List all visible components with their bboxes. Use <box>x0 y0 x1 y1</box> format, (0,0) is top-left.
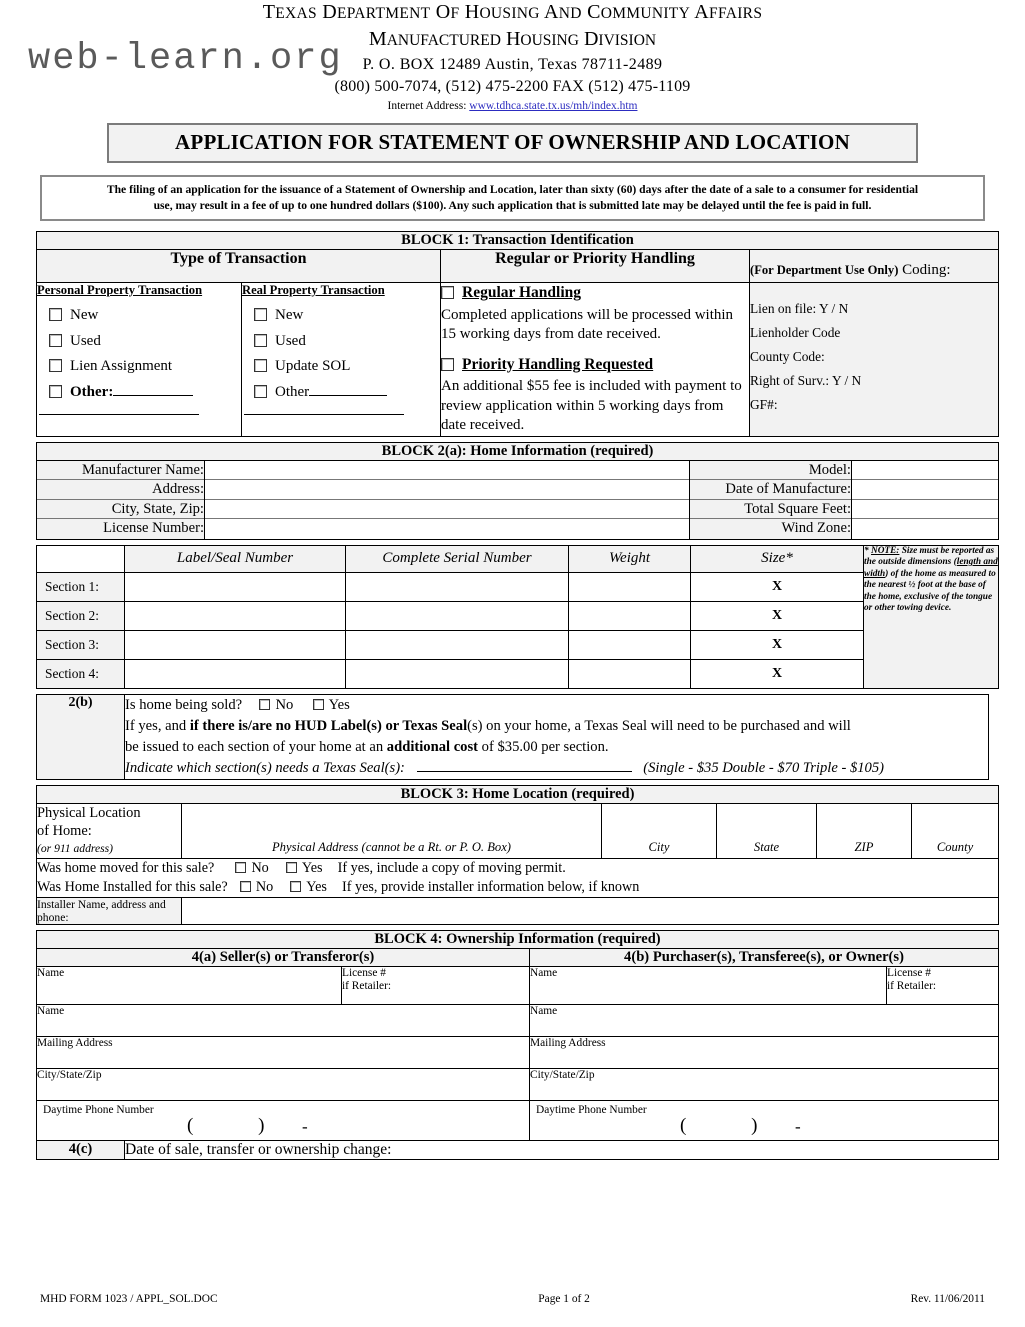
notice-line-2: use, may result in a fee of up to one hundred dollars ($100). Any such application that is submitted late may be delayed until the fee is paid in full. <box>153 198 872 212</box>
home-moved-question: Was home moved for this sale? <box>37 859 215 876</box>
block3-section <box>36 785 989 925</box>
notice-line-1: The filing of an application for the issuance of a Statement of Ownership and Location, later than sixty (60) days after the date of a sale to a consumer for residential <box>106 183 919 196</box>
seller-name-2-input[interactable]: Name <box>37 1004 530 1036</box>
regular-handling-text: Completed applications will be processed within 15 working days from date received. <box>441 306 734 342</box>
home-installed-row <box>37 878 998 897</box>
option-label: Used <box>70 332 101 349</box>
block2b-body <box>125 694 989 779</box>
cell-weight-2[interactable] <box>569 601 691 630</box>
block1-type-heading: Type of Transaction <box>37 250 441 283</box>
internet-address-line <box>30 97 995 115</box>
checkbox-icon[interactable] <box>49 385 62 398</box>
home-installed-question: Was Home Installed for this sale? <box>37 878 228 895</box>
phone-parens: ( ) <box>187 1114 295 1136</box>
priority-handling-text: An additional $55 fee is included with payment to review application within 5 working days from date received. <box>441 378 742 433</box>
seller-name-1-input[interactable]: Name <box>37 966 342 1004</box>
cost-text-post: of $35.00 per section. <box>478 738 609 755</box>
priority-handling-option[interactable] <box>441 355 749 376</box>
coding-label: Coding: <box>898 262 951 278</box>
table-row <box>37 572 999 601</box>
block1-section <box>36 231 989 437</box>
form-title-text: APPLICATION FOR STATEMENT OF OWNERSHIP AND LOCATION <box>175 130 850 154</box>
row-label-section-4: Section 4: <box>37 659 125 688</box>
purchaser-name-1-input[interactable]: Name <box>530 966 887 1004</box>
moved-note: If yes, include a copy of moving permit. <box>337 859 566 876</box>
license-label-line2: if Retailer: <box>342 980 392 992</box>
real-other-extra-input[interactable] <box>244 413 404 415</box>
home-being-sold-question: Is home being sold? <box>125 696 243 713</box>
cell-weight-1[interactable] <box>569 572 691 601</box>
county-input[interactable] <box>912 803 999 858</box>
address-input[interactable] <box>205 480 689 500</box>
note-word: NOTE: <box>870 545 900 556</box>
address-label: Address: <box>37 480 204 500</box>
block2a-right-labels <box>690 460 852 539</box>
physical-location-label-3: (or 911 address) <box>37 841 113 855</box>
checkbox-icon[interactable] <box>49 334 62 347</box>
moved-installed-questions <box>37 858 999 897</box>
license-number-input[interactable] <box>205 519 689 539</box>
note-text-2: ) of the home as measured to the nearest ½ foot at the base of the home, exclusive of the tongue or other towing device. <box>864 568 996 614</box>
cell-weight-3[interactable] <box>569 630 691 659</box>
physical-location-label-2: of Home: <box>37 822 92 839</box>
block3-heading: BLOCK 3: Home Location (required) <box>37 785 999 803</box>
checkbox-personal-new[interactable] <box>49 303 241 329</box>
block2a-left-inputs <box>205 460 690 539</box>
block2b-label: 2(b) <box>37 694 125 779</box>
installed-no-label: No <box>255 878 274 895</box>
agency-name-text: TEXAS DEPARTMENT OF HOUSING AND COMMUNITY AFFAIRS <box>262 1 763 23</box>
city-state-zip-label: City, State, Zip: <box>37 500 204 520</box>
col-size: Size* <box>691 545 864 572</box>
purchaser-phone-label: Daytime Phone Number <box>536 1103 647 1116</box>
col-label-seal-number: Label/Seal Number <box>125 545 346 572</box>
county-code-field[interactable]: County Code: <box>750 349 825 364</box>
col-weight: Weight <box>569 545 691 572</box>
phone-dash: - <box>302 1116 308 1136</box>
checkbox-icon[interactable] <box>254 334 267 347</box>
sold-no-label: No <box>275 696 294 713</box>
phone-line: (800) 500-7074, (512) 475-2200 FAX (512) 475-1109 <box>334 78 691 95</box>
internet-address-label: Internet Address: <box>387 100 467 112</box>
cell-serial-4[interactable] <box>346 659 569 688</box>
regular-handling-label: Regular Handling <box>462 284 582 301</box>
option-label: Other <box>275 383 310 400</box>
col-zip: ZIP <box>854 839 874 854</box>
row-label-section-2: Section 2: <box>37 601 125 630</box>
personal-other-extra-input[interactable] <box>39 413 199 415</box>
real-property-transaction-cell <box>242 283 441 437</box>
purchaser-mailing-address-input[interactable]: Mailing Address <box>530 1036 999 1068</box>
indicate-sections-input[interactable] <box>417 760 632 772</box>
footer-page-number: Page 1 of 2 <box>538 1293 590 1305</box>
home-being-sold-row <box>125 695 988 716</box>
block4a-heading: 4(a) Seller(s) or Transferor(s) <box>37 948 530 966</box>
phone-parens: ( ) <box>680 1114 788 1136</box>
seal-price-list: (Single - $35 Double - $70 Triple - $105) <box>643 759 885 776</box>
checkbox-icon[interactable] <box>254 308 267 321</box>
block1-coding-heading <box>750 250 999 283</box>
date-of-manufacture-label: Date of Manufacture: <box>690 480 851 500</box>
col-physical-address: Physical Address (cannot be a Rt. or P. O. Box) <box>271 839 511 854</box>
cell-serial-1[interactable] <box>346 572 569 601</box>
internet-address-link[interactable]: www.tdhca.state.tx.us/mh/index.htm <box>469 100 638 112</box>
installed-yes-label: Yes <box>306 878 327 895</box>
checkbox-icon[interactable] <box>441 358 454 371</box>
license-number-label: License Number: <box>103 520 204 536</box>
seal-text-pre: If yes, and <box>125 717 190 734</box>
sections-corner-cell <box>37 545 125 572</box>
date-of-manufacture-input[interactable] <box>852 480 998 500</box>
seller-phone-label: Daytime Phone Number <box>43 1103 154 1116</box>
option-label: Used <box>275 332 306 349</box>
checkbox-personal-used[interactable] <box>49 329 241 355</box>
moved-yes-label: Yes <box>301 859 323 876</box>
model-label: Model: <box>690 461 851 481</box>
col-county: County <box>936 839 974 854</box>
indicate-sections-label: Indicate which section(s) needs a Texas Seal(s): <box>125 759 405 776</box>
checkbox-real-other[interactable] <box>254 380 440 406</box>
seal-text-post: (s) on your home, a Texas Seal will need to be purchased and will <box>467 717 851 734</box>
checkbox-icon[interactable] <box>254 359 267 372</box>
note-underline-text: length and width <box>864 557 998 579</box>
col-city: City <box>648 839 670 854</box>
checkbox-real-new[interactable] <box>254 303 440 329</box>
license-label-line1: License # <box>342 966 386 979</box>
block2a-section <box>36 442 989 540</box>
lien-on-file-field[interactable]: Lien on file: Y / N <box>750 301 849 316</box>
installer-label: Installer Name, address and phone: <box>37 897 182 924</box>
personal-other-input[interactable] <box>113 384 193 396</box>
address-line: P. O. BOX 12489 Austin, Texas 78711-2489 <box>362 56 663 73</box>
gf-number-field[interactable]: GF#: <box>750 397 778 412</box>
note-star: * <box>864 545 871 556</box>
purchaser-phone-input[interactable] <box>530 1100 999 1140</box>
footer-revision: Rev. 11/06/2011 <box>910 1293 985 1305</box>
department-coding-cell <box>750 283 999 437</box>
date-of-sale-input[interactable]: Date of sale, transfer or ownership change: <box>125 1140 999 1159</box>
cell-size-3[interactable]: X <box>691 630 864 659</box>
texas-seal-line-2 <box>125 716 988 737</box>
zip-input[interactable] <box>817 803 912 858</box>
checkbox-icon[interactable] <box>49 308 62 321</box>
option-label: Lien Assignment <box>70 358 173 374</box>
division-name-line <box>30 26 995 54</box>
physical-location-label-1: Physical Location <box>37 804 141 821</box>
cell-size-1[interactable]: X <box>691 572 864 601</box>
cell-weight-4[interactable] <box>569 659 691 688</box>
cell-size-2[interactable]: X <box>691 601 864 630</box>
watermark-text: web-learn.org <box>28 38 343 80</box>
texas-seal-line-3 <box>125 737 988 758</box>
checkbox-icon[interactable] <box>259 699 270 710</box>
seller-license-input[interactable] <box>342 966 530 1004</box>
personal-property-title: Personal Property Transaction <box>37 283 203 297</box>
row-label-section-1: Section 1: <box>37 572 125 601</box>
block4c-label: 4(c) <box>37 1140 125 1159</box>
block1-heading: BLOCK 1: Transaction Identification <box>37 232 999 250</box>
sold-yes-label: Yes <box>328 696 350 713</box>
checkbox-icon[interactable] <box>254 385 267 398</box>
note-text-1: Size must be reported as the outside dimensions ( <box>864 545 995 568</box>
block1-handling-heading: Regular or Priority Handling <box>441 250 750 283</box>
agency-name-line <box>30 0 995 26</box>
checkbox-personal-other[interactable] <box>49 380 241 406</box>
state-input[interactable] <box>717 803 817 858</box>
right-of-survivorship-field[interactable]: Right of Surv.: Y / N <box>750 373 862 388</box>
city-state-zip-input[interactable] <box>205 500 689 520</box>
regular-handling-option[interactable] <box>441 283 749 304</box>
cell-label-seal-3[interactable] <box>125 630 346 659</box>
option-label: New <box>70 307 99 323</box>
license-label-line2: if Retailer: <box>887 980 937 992</box>
physical-address-input[interactable] <box>182 803 602 858</box>
block4-section <box>36 930 989 1160</box>
cell-label-seal-4[interactable] <box>125 659 346 688</box>
purchaser-license-input[interactable] <box>887 966 999 1004</box>
form-title-banner <box>107 123 918 163</box>
total-square-feet-input[interactable] <box>852 500 998 520</box>
option-label: Update SOL <box>275 358 351 374</box>
total-square-feet-label: Total Square Feet: <box>690 500 851 520</box>
row-label-section-3: Section 3: <box>37 630 125 659</box>
checkbox-icon[interactable] <box>286 862 297 873</box>
real-property-options <box>242 303 440 405</box>
cell-serial-2[interactable] <box>346 601 569 630</box>
page-footer <box>40 1293 985 1305</box>
block4-heading: BLOCK 4: Ownership Information (required) <box>37 930 999 948</box>
checkbox-icon[interactable] <box>49 359 62 372</box>
indicate-sections-row <box>125 758 988 779</box>
checkbox-icon[interactable] <box>240 881 251 892</box>
home-moved-row <box>37 859 998 878</box>
seal-text-bold: if there is/are no HUD Label(s) or Texas Seal <box>189 717 468 734</box>
table-row <box>37 630 999 659</box>
checkbox-real-update-sol[interactable] <box>254 354 440 380</box>
checkbox-real-used[interactable] <box>254 329 440 355</box>
personal-property-transaction-cell <box>37 283 242 437</box>
cell-label-seal-2[interactable] <box>125 601 346 630</box>
installer-input[interactable] <box>182 897 999 924</box>
installed-note: If yes, provide installer information below, if known <box>342 878 640 895</box>
col-complete-serial-number: Complete Serial Number <box>346 545 569 572</box>
option-label: New <box>275 307 304 323</box>
sections-table-section <box>36 545 998 689</box>
checkbox-icon[interactable] <box>235 862 246 873</box>
footer-form-id: MHD FORM 1023 / APPL_SOL.DOC <box>40 1293 218 1305</box>
cost-text-pre: be issued to each section of your home at an <box>125 738 387 755</box>
lienholder-code-field[interactable]: Lienholder Code <box>750 325 841 340</box>
block2a-right-inputs <box>852 460 999 539</box>
checkbox-icon[interactable] <box>441 286 454 299</box>
physical-location-label-cell <box>37 803 182 858</box>
moved-no-label: No <box>251 859 269 876</box>
block2a-left-labels <box>37 460 205 539</box>
cell-serial-3[interactable] <box>346 630 569 659</box>
option-label: Other: <box>70 383 114 400</box>
late-filing-notice <box>40 175 985 221</box>
size-note <box>864 545 999 688</box>
division-name-text: MANUFACTURED HOUSING DIVISION <box>368 28 657 50</box>
cell-size-4[interactable]: X <box>691 659 864 688</box>
real-property-title: Real Property Transaction <box>242 283 385 297</box>
dept-use-only-label: (For Department Use Only) <box>750 263 899 277</box>
manufacturer-name-input[interactable] <box>205 461 689 481</box>
wind-zone-input[interactable] <box>852 519 998 539</box>
priority-handling-label: Priority Handling Requested <box>462 355 654 373</box>
seller-mailing-address-input[interactable]: Mailing Address <box>37 1036 530 1068</box>
handling-cell <box>441 283 750 437</box>
document-header <box>30 0 995 115</box>
checkbox-personal-lien-assignment[interactable] <box>49 354 241 380</box>
cost-text-bold: additional cost <box>386 738 479 755</box>
model-input[interactable] <box>852 461 998 481</box>
phone-dash: - <box>795 1116 801 1136</box>
checkbox-icon[interactable] <box>290 881 301 892</box>
col-state: State <box>753 839 780 854</box>
city-input[interactable] <box>602 803 717 858</box>
seller-phone-input[interactable] <box>37 1100 530 1140</box>
block2b-section <box>36 694 989 780</box>
seller-city-state-zip-input[interactable]: City/State/Zip <box>37 1068 530 1100</box>
manufacturer-name-label: Manufacturer Name: <box>37 461 204 481</box>
block2a-heading: BLOCK 2(a): Home Information (required) <box>37 442 999 460</box>
license-label-line1: License # <box>887 966 931 979</box>
purchaser-name-2-input[interactable]: Name <box>530 1004 999 1036</box>
table-row <box>37 601 999 630</box>
real-other-input[interactable] <box>309 384 387 396</box>
table-row <box>37 659 999 688</box>
checkbox-icon[interactable] <box>313 699 324 710</box>
wind-zone-label: Wind Zone: <box>781 520 851 536</box>
purchaser-city-state-zip-input[interactable]: City/State/Zip <box>530 1068 999 1100</box>
personal-property-options <box>37 303 241 405</box>
cell-label-seal-1[interactable] <box>125 572 346 601</box>
block4b-heading: 4(b) Purchaser(s), Transferee(s), or Owner(s) <box>530 948 999 966</box>
